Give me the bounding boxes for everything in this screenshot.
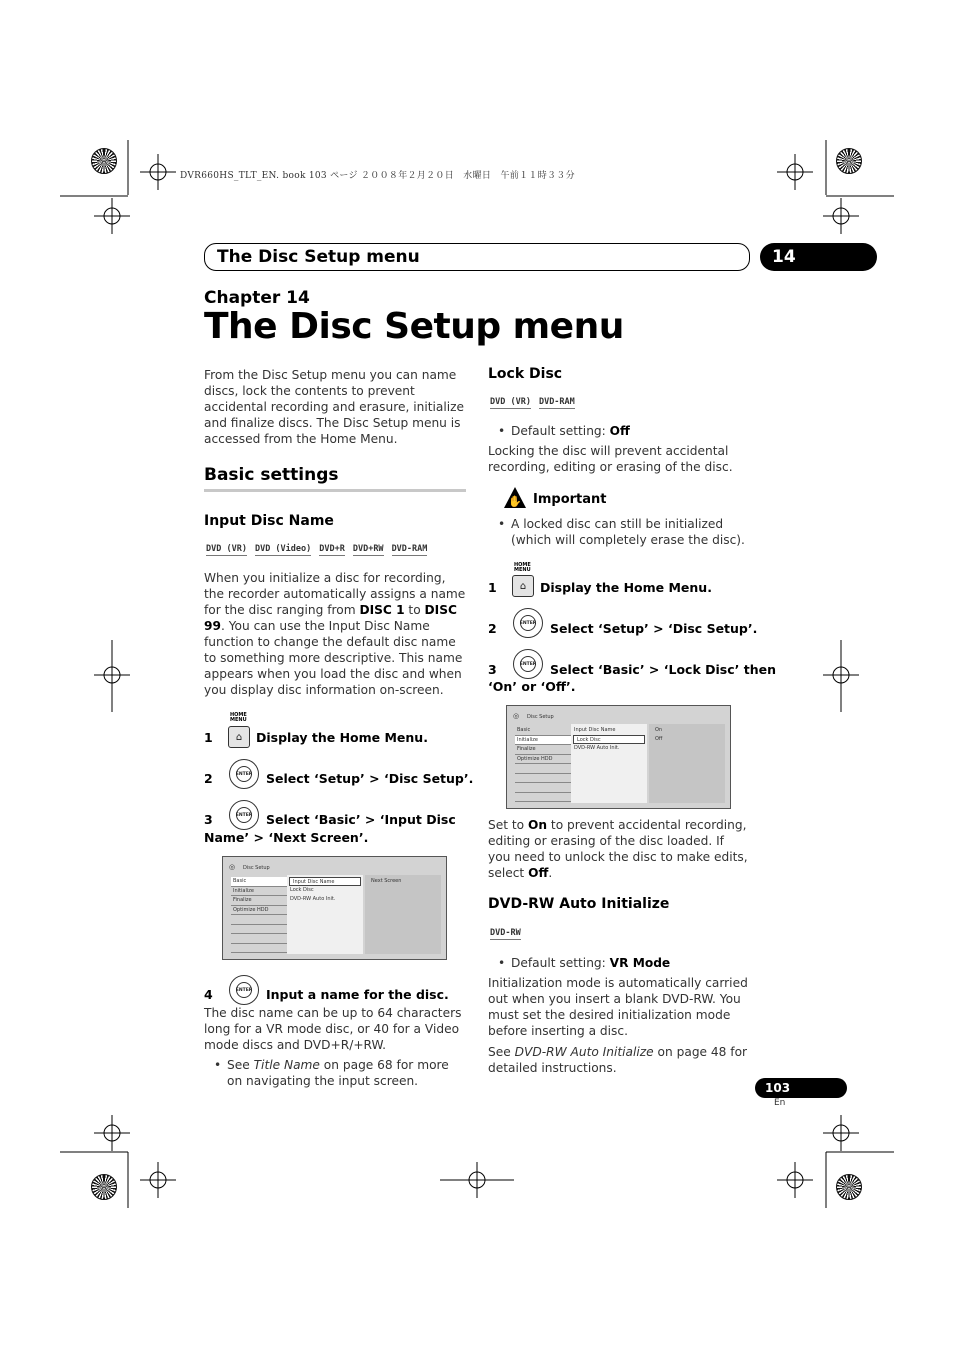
section-title: The Disc Setup menu: [217, 247, 420, 267]
step-text: Select ‘Setup’ > ‘Disc Setup’.: [550, 621, 758, 636]
step-number: 2: [488, 621, 497, 636]
bullet-dot: •: [498, 956, 506, 970]
menu-item: Initialize: [231, 887, 287, 897]
screen-title: Disc Setup: [527, 714, 554, 720]
chapter-badge: [760, 243, 877, 271]
option-item: DVD-RW Auto Init.: [290, 896, 336, 902]
lock-disc-heading: Lock Disc: [488, 366, 563, 382]
home-menu-icon: ⌂: [228, 726, 250, 748]
step-number: 1: [488, 580, 497, 595]
step-text: Select ‘Basic’ > ‘Lock Disc’ then: [550, 662, 776, 677]
disc-tag: DVD+R: [319, 544, 345, 554]
dvdrw-heading: DVD-RW Auto Initialize: [488, 896, 670, 912]
menu-item: Basic: [515, 726, 571, 736]
disc-tag: DVD-RW: [490, 928, 521, 938]
disc-icon: ◎: [229, 863, 236, 871]
step-text: Select ‘Setup’ > ‘Disc Setup’.: [266, 771, 474, 786]
print-header: DVR660HS_TLT_EN. book 103 ページ ２００８年２月２０日 水曜日 午前１１時３３分: [180, 171, 575, 181]
screen-right-panel: [649, 724, 725, 803]
option-item: DVD-RW Auto Init.: [574, 745, 620, 751]
heading-rule: [204, 489, 466, 492]
screen-options: [571, 724, 647, 803]
see-reference: See Title Name on page 68 for more on navigating the input screen.: [227, 1058, 449, 1088]
screen-right-panel: [365, 875, 441, 954]
right-item: On: [655, 727, 663, 733]
svg-text:✋: ✋: [508, 495, 522, 508]
home-menu-label: HOME MENU: [514, 562, 531, 573]
step-number: 4: [204, 987, 213, 1002]
option-item: Input Disc Name: [289, 877, 361, 886]
default-setting: Default setting: VR Mode: [511, 956, 671, 970]
step-text: Input a name for the disc.: [266, 987, 449, 1002]
lock-disc-description: Locking the disc will prevent accidental recording, editing or erasing of the disc.: [488, 444, 733, 474]
step-text: Name’ > ‘Next Screen’.: [204, 830, 369, 845]
menu-item: Finalize: [231, 896, 287, 906]
disc-tag: DVD+RW: [352, 544, 384, 554]
step-text: Select ‘Basic’ > ‘Input Disc: [266, 812, 456, 827]
enter-button-icon: ENTER: [229, 975, 259, 1005]
dvdrw-description: Initialization mode is automatically carried out when you insert a blank DVD-RW. You must set the desired initialization mode before inserting a disc.: [488, 976, 748, 1038]
basic-settings-heading: Basic settings: [204, 465, 339, 485]
menu-item: Finalize: [515, 745, 571, 755]
enter-button-icon: ENTER: [229, 759, 259, 789]
step-text: Display the Home Menu.: [540, 580, 712, 595]
lock-disc-screen: [506, 705, 731, 809]
page-title: The Disc Setup menu: [204, 306, 624, 347]
step-number: 3: [204, 812, 213, 827]
step-text: ‘On’ or ‘Off’.: [488, 679, 576, 694]
page-number-badge: [755, 1078, 847, 1098]
screen-menu: [231, 877, 287, 953]
menu-item: Basic: [231, 877, 287, 887]
page-number: 103: [765, 1081, 791, 1095]
language-code: En: [774, 1098, 786, 1108]
disc-tag: DVD-RAM: [391, 544, 428, 554]
step-number: 2: [204, 771, 213, 786]
disc-tag: DVD (Video): [254, 544, 312, 554]
step-number: 3: [488, 662, 497, 677]
option-item: Lock Disc: [573, 735, 645, 744]
enter-button-icon: ENTER: [513, 649, 543, 679]
step4-paragraph: The disc name can be up to 64 characters long for a VR mode disc, or 40 for a Video mode discs and DVD+R/+RW.: [204, 1006, 462, 1052]
disc-type-tags: [490, 397, 575, 409]
option-item: Lock Disc: [290, 887, 314, 893]
disc-tag: DVD (VR): [206, 544, 247, 554]
chapter-number: 14: [772, 247, 796, 267]
input-disc-name-paragraph: When you initialize a disc for recording, the recorder automatically assigns a name for the disc ranging from DISC 1 to DISC 99. You can use the Input Disc Name function to change the default disc name to something more descriptive. This name appears when you load the disc and when you display disc information on-screen.: [204, 571, 466, 697]
home-menu-label: HOME MENU: [230, 712, 247, 723]
menu-item: Optimize HDD: [515, 755, 571, 765]
enter-button-icon: ENTER: [513, 608, 543, 638]
disc-tag: DVD-RAM: [538, 397, 575, 407]
bullet-dot: •: [498, 517, 506, 531]
disc-type-tags: [490, 928, 521, 940]
bullet-dot: •: [214, 1058, 222, 1072]
see-reference: See DVD-RW Auto Initialize on page 48 for detailed instructions.: [488, 1045, 748, 1075]
default-setting: Default setting: Off: [511, 424, 630, 438]
step-text: Display the Home Menu.: [256, 730, 428, 745]
bullet-dot: •: [498, 424, 506, 438]
right-item: Next Screen: [371, 878, 402, 884]
lock-disc-after-paragraph: Set to On to prevent accidental recording, editing or erasing of the disc loaded. If you need to unlock the disc to make edits, select Off.: [488, 818, 748, 880]
step-number: 1: [204, 730, 213, 745]
menu-item: Initialize: [515, 736, 571, 746]
disc-icon: ◎: [513, 712, 520, 720]
intro-paragraph: From the Disc Setup menu you can name discs, lock the contents to prevent accidental recording and erasure, initialize and finalize discs. The Disc Setup menu is accessed from the Home Menu.: [204, 368, 465, 446]
disc-setup-screen: [222, 856, 447, 960]
section-header: [204, 243, 750, 271]
option-item: Input Disc Name: [574, 727, 616, 733]
disc-type-tags: [206, 544, 427, 556]
screen-options: [287, 875, 363, 954]
enter-button-icon: ENTER: [229, 800, 259, 830]
disc-tag: DVD (VR): [490, 397, 531, 407]
warning-hand-icon: [503, 486, 527, 510]
important-label: Important: [533, 492, 607, 507]
input-disc-name-heading: Input Disc Name: [204, 513, 334, 529]
home-menu-icon: ⌂: [512, 575, 534, 597]
screen-title: Disc Setup: [243, 865, 270, 871]
right-item: Off: [655, 736, 663, 742]
chapter-label: Chapter 14: [204, 288, 310, 308]
menu-item: Optimize HDD: [231, 906, 287, 916]
important-text: A locked disc can still be initialized (which will completely erase the disc).: [511, 517, 745, 547]
screen-menu: [515, 726, 571, 802]
